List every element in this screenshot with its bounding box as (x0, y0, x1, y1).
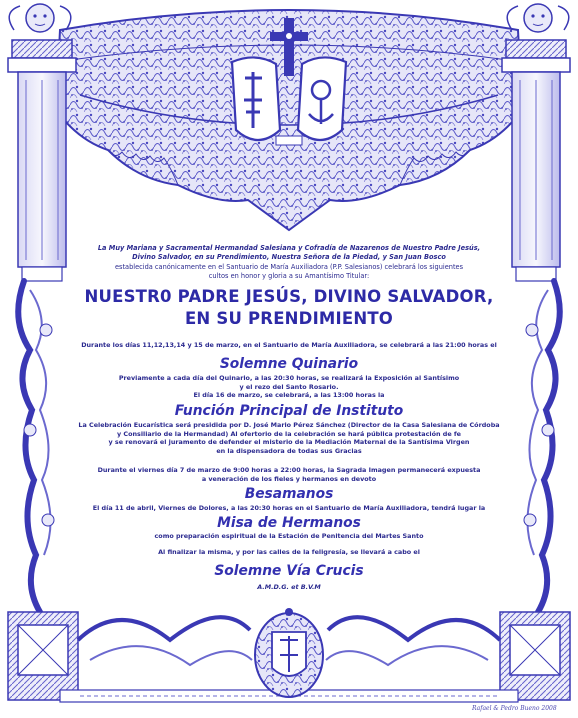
motto: A.M.D.G. et B.V.M (257, 583, 321, 591)
quinario-text (0, 374, 578, 400)
besamanos-heading: Besamanos (244, 486, 334, 502)
besamanos-intro-line-1: Durante el viernes día 7 de marzo de 9:00 horas a 22:00 horas, la Sagrada Imagen permanecerá expuesta (97, 466, 481, 474)
title-line-1: NUESTR0 PADRE JESÚS, DIVINO SALVADOR, (84, 287, 494, 306)
quinario-heading: Solemne Quinario (219, 356, 359, 372)
intro-line-1: La Muy Mariana y Sacramental Hermandad Salesiana y Cofradía de Nazarenos de Nuestro Padre Jesús, (97, 244, 481, 252)
angel-ornament-right (507, 4, 569, 32)
misa-line-1: como preparación espiritual de la Estación de Penitencia del Martes Santo (154, 532, 424, 540)
bottom-crest (255, 608, 323, 697)
quinario-line-3: El día 16 de marzo, se celebrará, a las 13:00 horas la (193, 391, 385, 400)
funcion-line-3: y se renovará el juramento de defender el misterio de la Mediación Maternal de la Santísima Virgen (108, 438, 470, 447)
funcion-heading: Función Principal de Instituto (174, 403, 404, 419)
main-title (0, 286, 578, 330)
intro-paragraph (0, 244, 578, 281)
misa-line-2: Al finalizar la misma, y por las calles de la feligresía, se llevará a cabo el (158, 548, 420, 556)
angel-ornament-left (9, 4, 71, 32)
intro-line-4: cultos en honor y gloria a su Amantísimo Titular: (208, 271, 370, 280)
quinario-intro: Durante los días 11,12,13,14 y 15 de marzo, en el Santuario de María Auxiliadora, se celebrará a las 21:00 horas el (81, 341, 497, 349)
title-line-2: EN SU PRENDIMIENTO (184, 309, 394, 328)
funcion-line-4: en la dispensadora de todas sus Gracias (216, 446, 362, 455)
besamanos-line-1: El día 11 de abril, Viernes de Dolores, a las 20:30 horas en el Santuario de María Auxiliadora, tendrá lugar la (92, 504, 486, 512)
besamanos-intro-line-2: a veneración de los fieles y hermanos en devoto (201, 474, 377, 483)
quinario-line-1: Previamente a cada día del Quinario, a las 20:30 horas, se realizará la Exposición al Santísimo (118, 374, 460, 382)
funcion-line-1: La Celebración Eucarística será presidida por D. José Mario Pérez Sánchez (Director de la Casa Salesiana de Córdoba (78, 421, 500, 429)
besamanos-intro (0, 466, 578, 483)
intro-line-2: Divino Salvador, en su Prendimiento, Nuestra Señora de la Piedad, y San Juan Bosco (132, 253, 446, 262)
quinario-line-2: y el rezo del Santo Rosario. (239, 382, 339, 391)
artist-signature: Rafael & Pedro Bueno 2008 (472, 705, 557, 712)
funcion-line-2: y Consiliario de la Hermandad) Al ofertorio de la celebración se hará pública protestación de fe (117, 429, 461, 438)
funcion-text (0, 421, 578, 455)
intro-line-3: establecida canónicamente en el Santuario de María Auxiliadora (P.P. Salesianos) celebrará los siguientes (114, 262, 464, 271)
misa-heading: Misa de Hermanos (217, 515, 361, 531)
via-crucis-heading: Solemne Vía Crucis (214, 563, 364, 579)
